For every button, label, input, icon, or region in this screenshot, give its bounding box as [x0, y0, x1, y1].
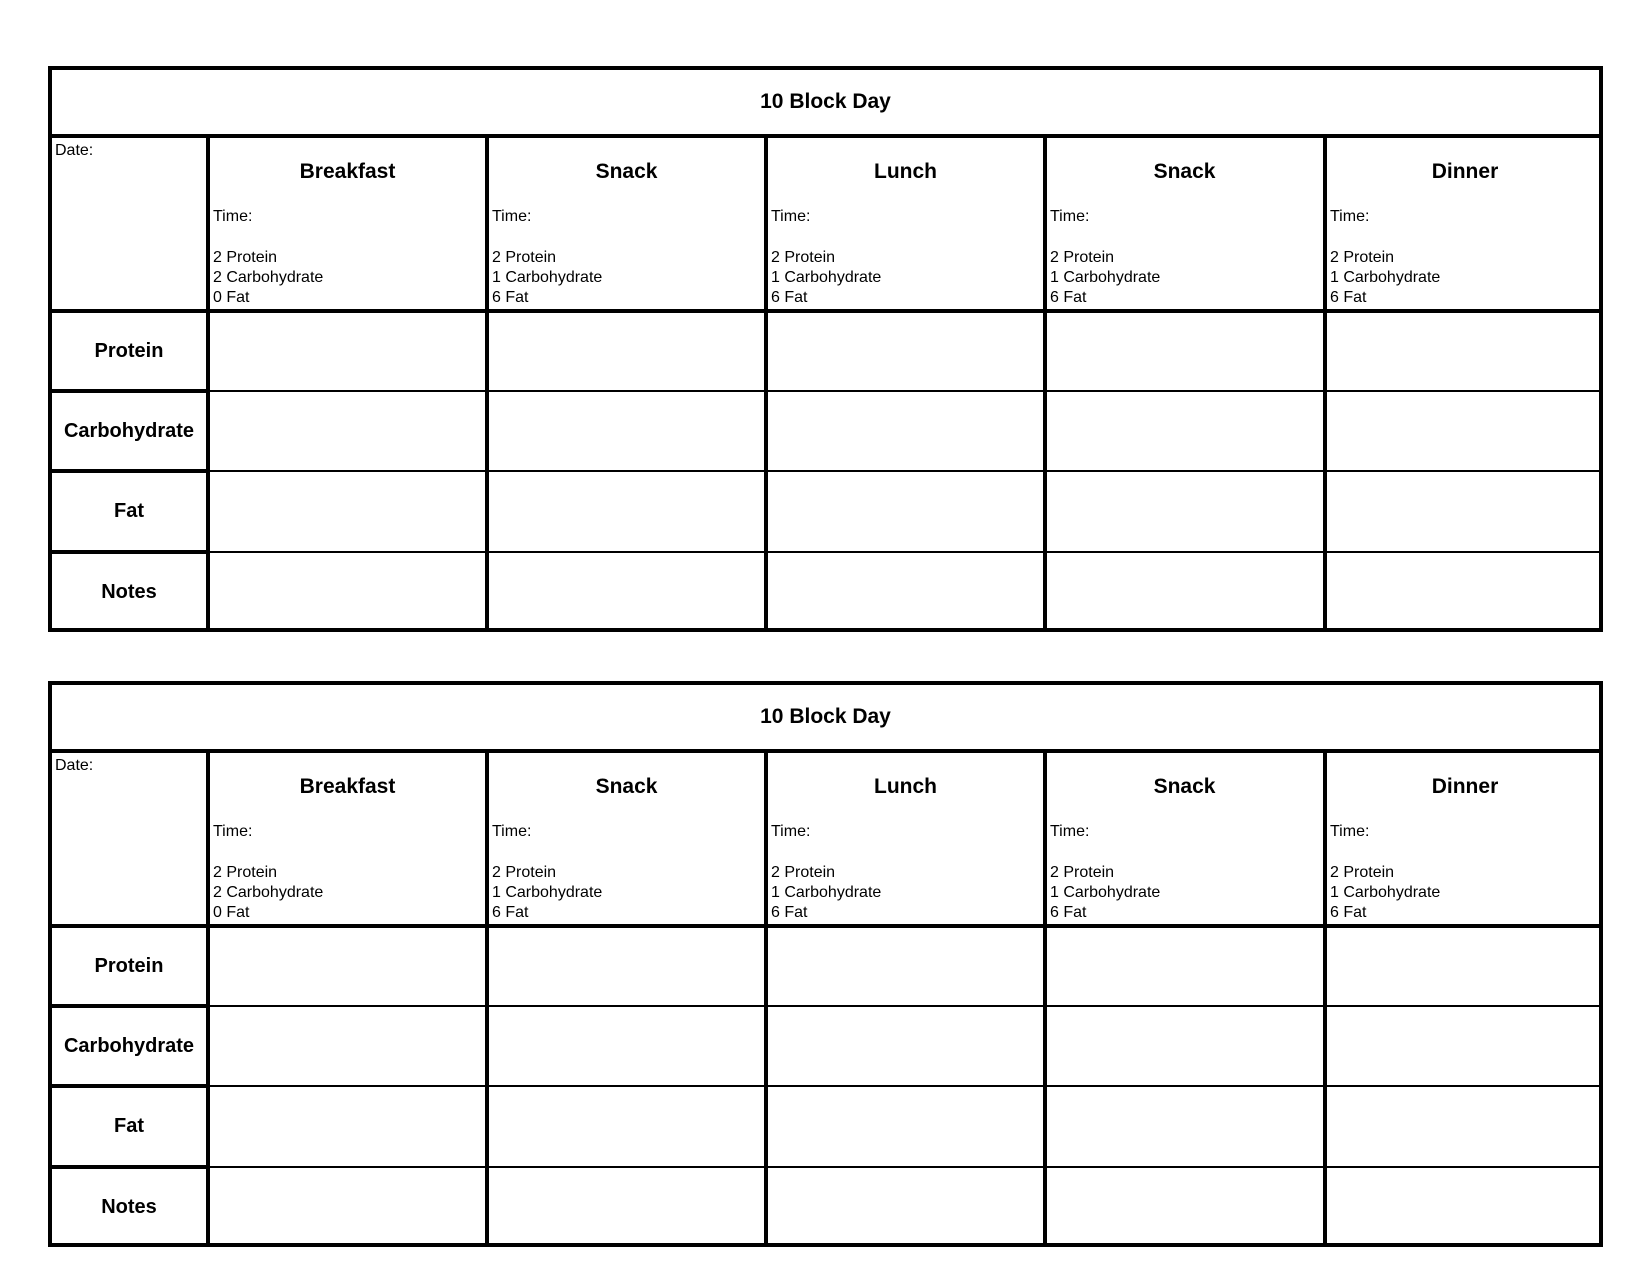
row-label-protein: Protein [94, 340, 164, 362]
row-divider [52, 390, 1599, 392]
meal-header-dinner [1327, 757, 1603, 924]
time-label: Time: [492, 208, 532, 225]
block-requirements [1330, 248, 1440, 308]
meal-name: Snack [595, 775, 658, 798]
carbohydrate-blocks: 2 Carbohydrate [213, 269, 324, 286]
fat-blocks: 0 Fat [213, 904, 250, 921]
meal-header-dinner [1327, 142, 1603, 309]
row-label-carbohydrate: Carbohydrate [63, 1034, 195, 1057]
fat-blocks: 6 Fat [1330, 904, 1367, 921]
carbohydrate-blocks: 1 Carbohydrate [1330, 269, 1441, 286]
row-label-carbohydrate: Carbohydrate [63, 419, 195, 442]
block-requirements [771, 248, 881, 308]
fat-blocks: 6 Fat [1330, 289, 1367, 306]
row-label-fat: Fat [114, 1115, 144, 1137]
carbohydrate-blocks: 1 Carbohydrate [1330, 884, 1441, 901]
time-label: Time: [1050, 823, 1090, 840]
block-requirements [492, 863, 602, 923]
meal-plan-table-2 [48, 681, 1603, 1247]
protein-blocks: 2 Protein [1330, 864, 1395, 881]
date-label: Date: [55, 757, 94, 774]
meal-header-lunch [768, 142, 1043, 309]
meal-header-breakfast [210, 757, 485, 924]
row-divider [52, 470, 1599, 472]
fat-blocks: 6 Fat [1050, 289, 1087, 306]
row-divider [52, 1166, 1599, 1168]
protein-blocks: 2 Protein [1330, 249, 1395, 266]
meal-header-snack-1 [489, 757, 764, 924]
meal-header-lunch [768, 757, 1043, 924]
meal-name: Lunch [874, 775, 937, 798]
fat-blocks: 6 Fat [492, 904, 529, 921]
row-label-fat: Fat [114, 500, 144, 522]
time-label: Time: [213, 823, 253, 840]
carbohydrate-blocks: 1 Carbohydrate [492, 884, 603, 901]
meal-name: Breakfast [299, 775, 396, 798]
protein-blocks: 2 Protein [492, 249, 557, 266]
row-divider [52, 1085, 1599, 1087]
carbohydrate-blocks: 1 Carbohydrate [1050, 884, 1161, 901]
row-divider [52, 1005, 1599, 1007]
fat-blocks: 6 Fat [492, 289, 529, 306]
protein-blocks: 2 Protein [771, 249, 836, 266]
protein-blocks: 2 Protein [213, 864, 278, 881]
block-requirements [213, 863, 323, 923]
meal-name: Snack [595, 160, 658, 183]
meal-plan-table-1 [48, 66, 1603, 632]
fat-blocks: 0 Fat [213, 289, 250, 306]
meal-header-snack-2 [1047, 142, 1322, 309]
time-label: Time: [771, 823, 811, 840]
protein-blocks: 2 Protein [771, 864, 836, 881]
block-requirements [492, 248, 602, 308]
meal-name: Snack [1153, 775, 1216, 798]
protein-blocks: 2 Protein [492, 864, 557, 881]
meal-header-snack-1 [489, 142, 764, 309]
row-label-notes: Notes [101, 1196, 157, 1218]
row-divider [52, 551, 1599, 553]
protein-blocks: 2 Protein [213, 249, 278, 266]
time-label: Time: [1330, 823, 1370, 840]
time-label: Time: [771, 208, 811, 225]
meal-name: Breakfast [299, 160, 396, 183]
fat-blocks: 6 Fat [771, 904, 808, 921]
date-label: Date: [55, 142, 94, 159]
time-label: Time: [1050, 208, 1090, 225]
time-label: Time: [213, 208, 253, 225]
block-requirements [1050, 863, 1160, 923]
row-label-notes: Notes [101, 581, 157, 603]
meal-name: Lunch [874, 160, 937, 183]
meal-name: Snack [1153, 160, 1216, 183]
meal-name: Dinner [1431, 775, 1499, 798]
time-label: Time: [492, 823, 532, 840]
protein-blocks: 2 Protein [1050, 249, 1115, 266]
meal-name: Dinner [1431, 160, 1499, 183]
carbohydrate-blocks: 1 Carbohydrate [771, 269, 882, 286]
block-requirements [771, 863, 881, 923]
meal-header-breakfast [210, 142, 485, 309]
protein-blocks: 2 Protein [1050, 864, 1115, 881]
block-requirements [213, 248, 323, 308]
meal-header-snack-2 [1047, 757, 1322, 924]
carbohydrate-blocks: 2 Carbohydrate [213, 884, 324, 901]
carbohydrate-blocks: 1 Carbohydrate [771, 884, 882, 901]
block-requirements [1050, 248, 1160, 308]
header-divider [52, 924, 1599, 928]
header-divider [52, 309, 1599, 313]
fat-blocks: 6 Fat [1050, 904, 1087, 921]
block-requirements [1330, 863, 1440, 923]
table-title: 10 Block Day [52, 70, 1599, 138]
time-label: Time: [1330, 208, 1370, 225]
fat-blocks: 6 Fat [771, 289, 808, 306]
carbohydrate-blocks: 1 Carbohydrate [1050, 269, 1161, 286]
row-label-protein: Protein [94, 955, 164, 977]
carbohydrate-blocks: 1 Carbohydrate [492, 269, 603, 286]
table-title: 10 Block Day [52, 685, 1599, 753]
